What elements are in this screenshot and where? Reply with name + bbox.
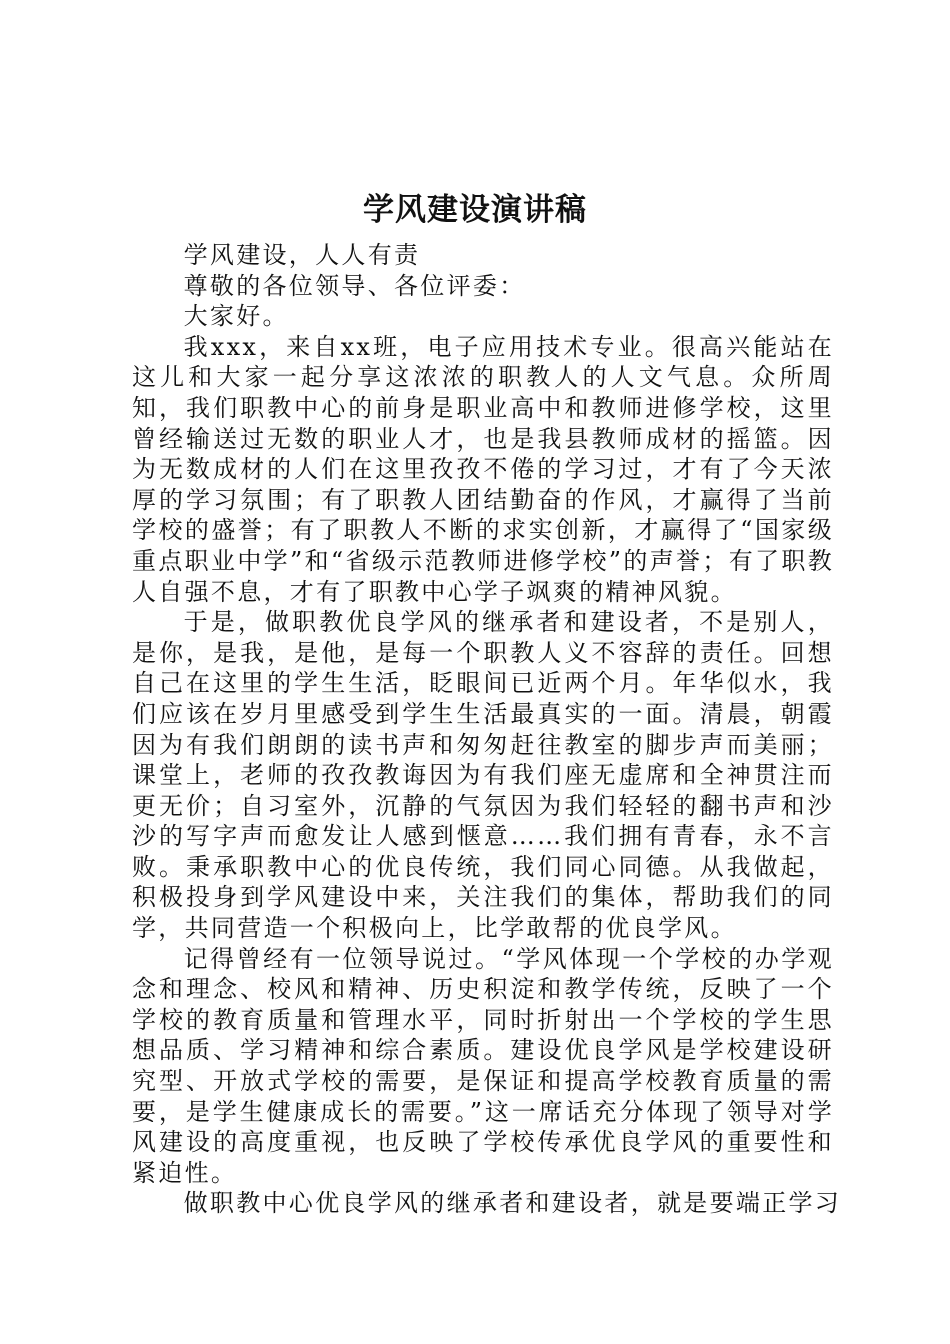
- paragraph-salutation: 尊敬的各位领导、各位评委：: [183, 271, 526, 300]
- paragraph: 记得曾经有一位领导说过。“学风体现一个学校的办学观念和理念、校风和精神、历史积淀和教学传统，反映了一个学校的教育质量和管理水平，同时折射出一个学校的学生思想品质、学习精神和综合素质。建设优良学风是学校建设研究型、开放式学校的需要，是保证和提高学校教育质量的需要，是学生健康成长的需要。”这一席话充分体现了领导对学风建设的高度重视，也反映了学校传承优良学风的重要性和紧迫性。: [132, 944, 834, 1187]
- document-body: [132, 240, 842, 1219]
- paragraph-subtitle: 学风建设，人人有责: [183, 241, 421, 269]
- paragraph: 我xxx，来自xx班，电子应用技术专业。很高兴能站在这儿和大家一起分享这浓浓的职教人的人文气息。众所周知，我们职教中心的前身是职业高中和教师进修学校，这里曾经输送过无数的职业人才，也是我县教师成材的摇篮。因为无数成材的人们在这里孜孜不倦的学习过，才有了今天浓厚的学习氛围；有了职教人团结勤奋的作风，才赢得了当前学校的盛誉；有了职教人不断的求实创新，才赢得了“国家级重点职业中学”和“省级示范教师进修学校”的声誉；有了职教人自强不息，才有了职教中心学子飒爽的精神风貌。: [132, 332, 834, 606]
- document-title: 学风建设演讲稿: [363, 192, 587, 228]
- paragraph-truncated: 做职教中心优良学风的继承者和建设者，就是要端正学习: [183, 1189, 842, 1218]
- paragraph-greeting: 大家好。: [183, 302, 289, 331]
- paragraph: 于是，做职教优良学风的继承者和建设者，不是别人，是你，是我，是他，是每一个职教人义不容辞的责任。回想自己在这里的学生生活，眨眼间已近两个月。年华似水，我们应该在岁月里感受到学生生活最真实的一面。清晨，朝霞因为有我们朗朗的读书声和匆匆赶往教室的脚步声而美丽；课堂上，老师的孜孜教诲因为有我们座无虚席和全神贯注而更无价；自习室外，沉静的气氛因为我们轻轻的翻书声和沙沙的写字声而愈发让人感到惬意……我们拥有青春，永不言败。秉承职教中心的优良传统，我们同心同德。从我做起，积极投身到学风建设中来，关注我们的集体，帮助我们的同学，共同营造一个积极向上，比学敢帮的优良学风。: [132, 608, 834, 943]
